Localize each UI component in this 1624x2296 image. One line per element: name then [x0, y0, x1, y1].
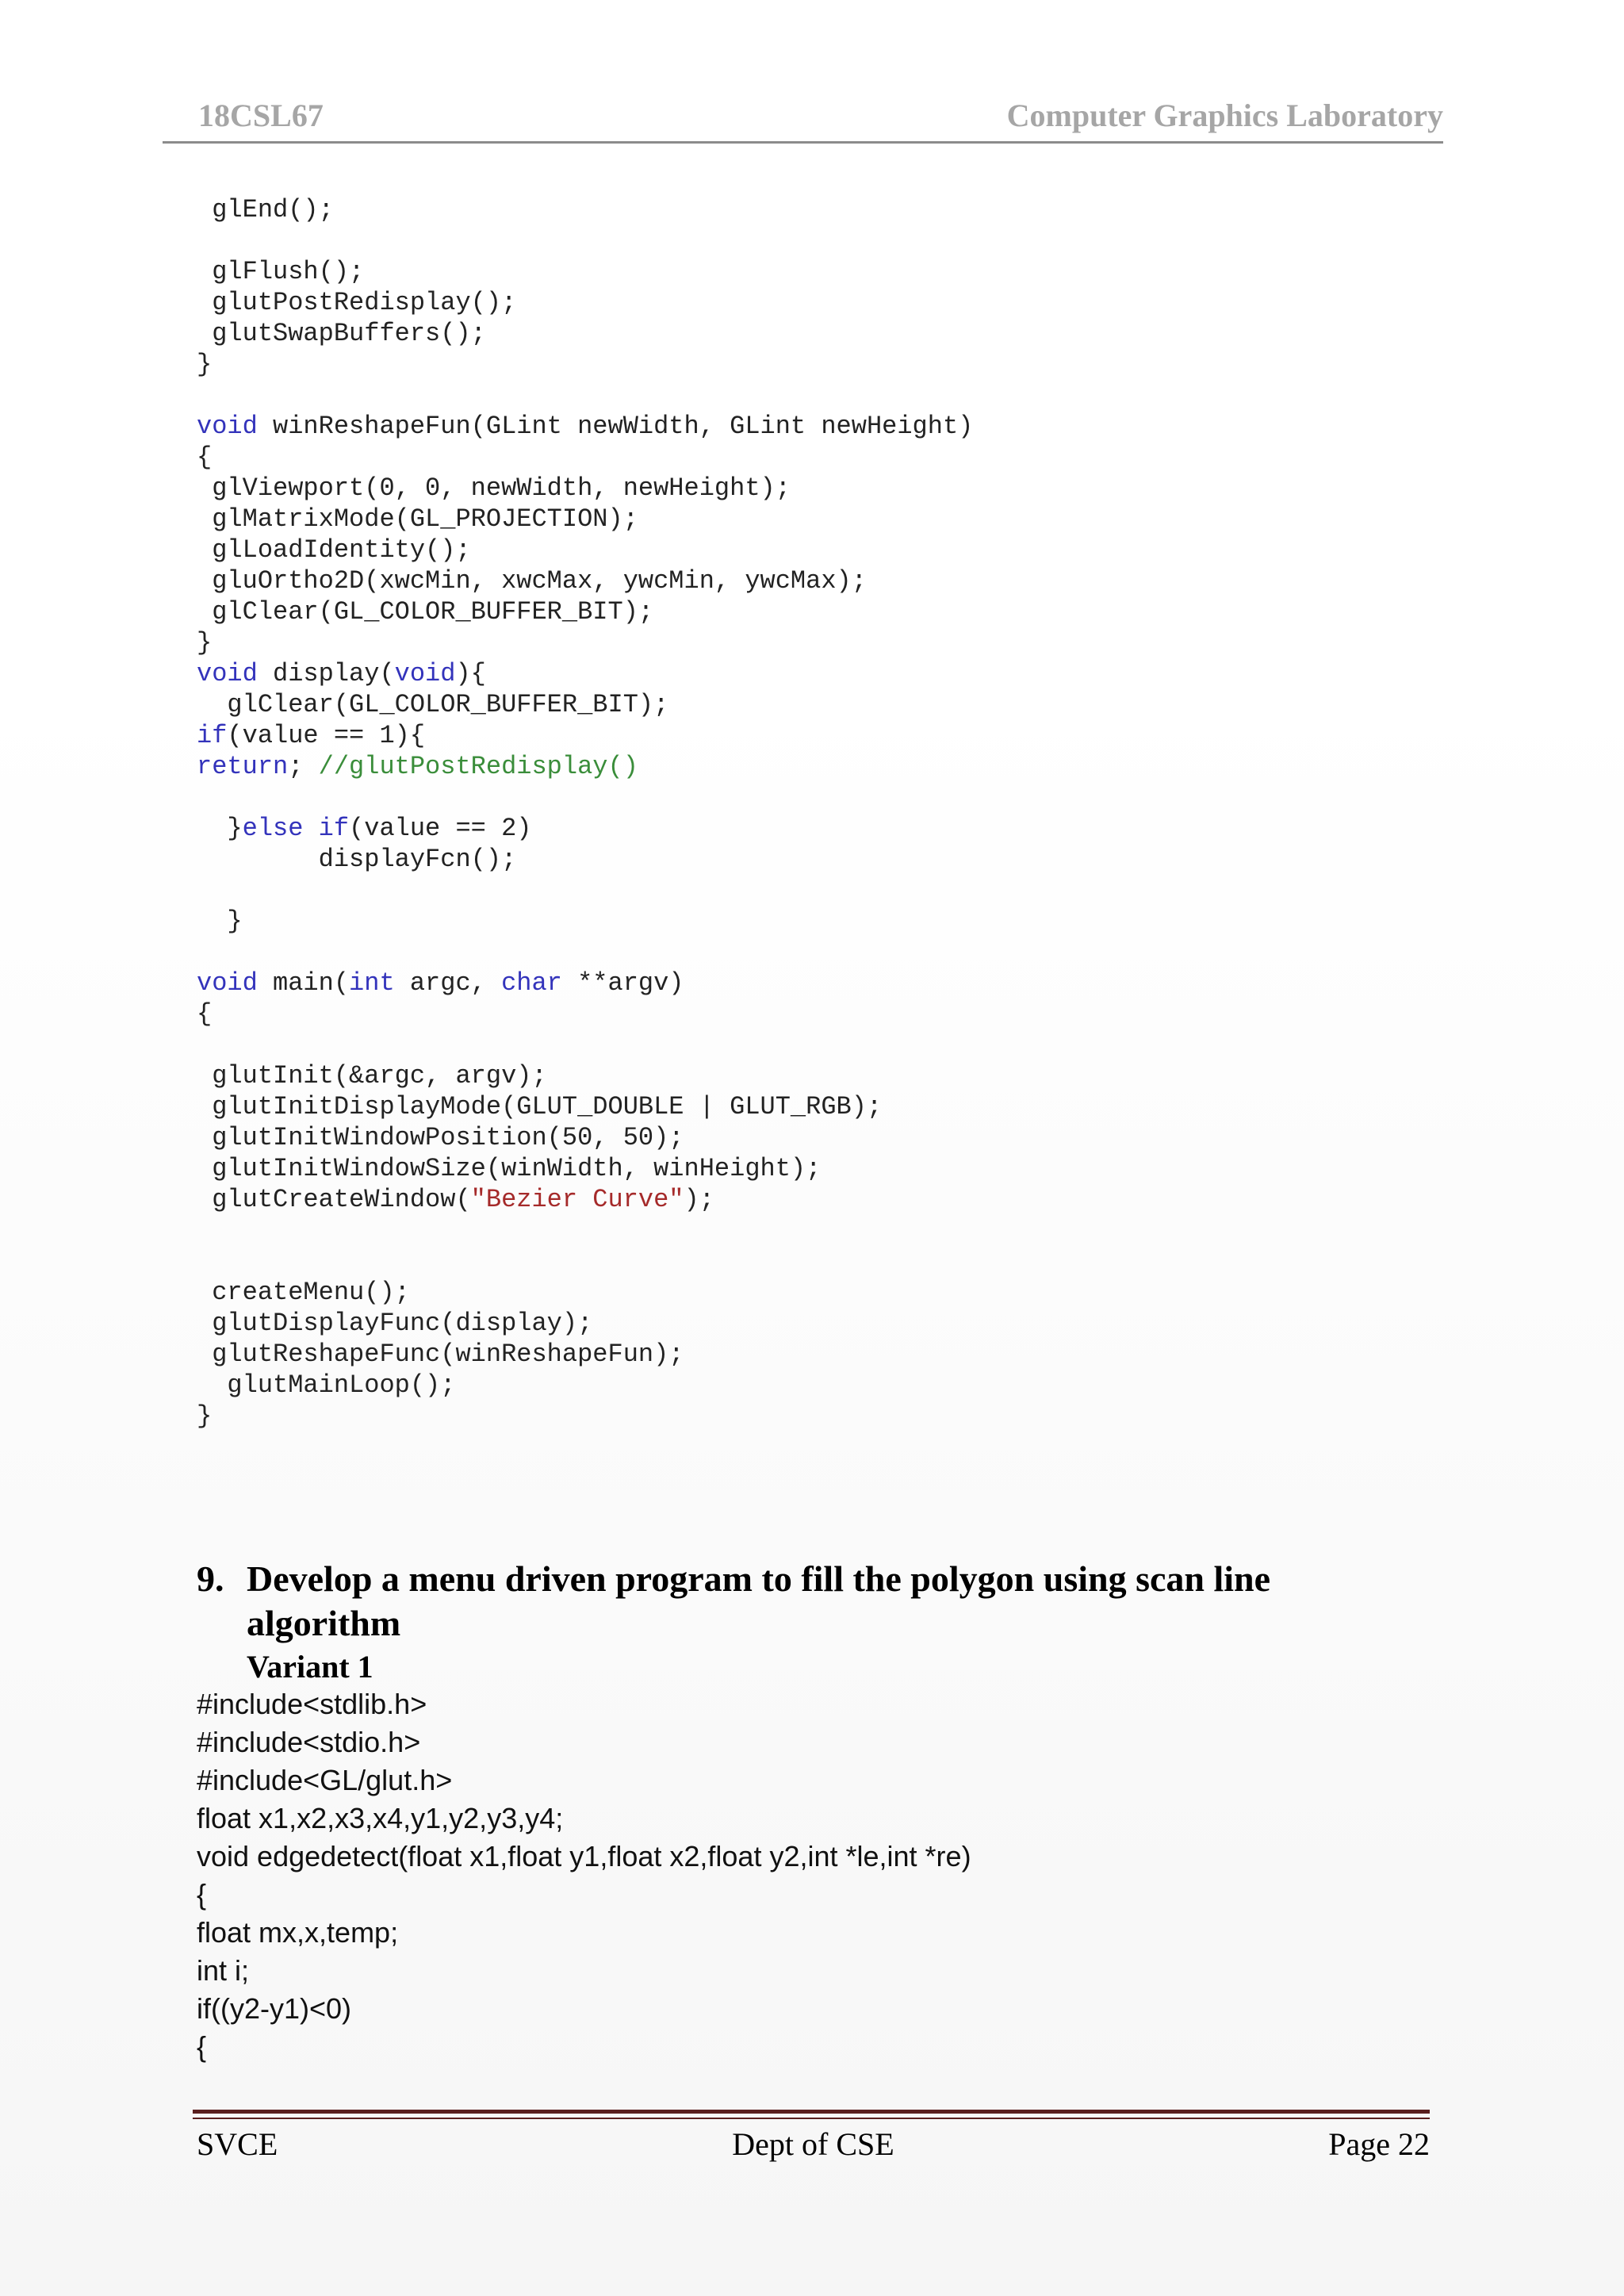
section-number: 9.: [197, 1558, 224, 1599]
code-line: {: [197, 2030, 207, 2063]
code-line: }: [197, 1401, 213, 1431]
page-header: [163, 0, 1443, 147]
section-title: Develop a menu driven program to fill the polygon using scan line algorithm: [247, 1558, 1271, 1643]
code-line: createMenu();: [197, 1278, 410, 1307]
code-line: glutReshapeFunc(winReshapeFun);: [197, 1340, 684, 1369]
code-line: glutPostRedisplay();: [197, 288, 517, 317]
code-line: [197, 782, 973, 813]
code-line: glutInitDisplayMode(GLUT_DOUBLE | GLUT_RGB);: [197, 1092, 883, 1121]
code-line: [197, 937, 973, 968]
code-line: [197, 380, 973, 411]
variant-label: Variant 1: [247, 1649, 373, 1685]
code-line: [197, 1246, 973, 1277]
code-line: displayFcn();: [197, 845, 517, 874]
code-line: [197, 1029, 973, 1060]
footer-institution: SVCE: [197, 2126, 278, 2162]
code-line: void main(int argc, char **argv): [197, 968, 684, 998]
code-line: #include<GL/glut.h>: [197, 1764, 453, 1796]
code-line: glutDisplayFunc(display);: [197, 1309, 593, 1338]
code-line: int i;: [197, 1954, 250, 1987]
code-line: void winReshapeFun(GLint newWidth, GLint newHeight): [197, 412, 974, 441]
code-line: }: [197, 628, 213, 657]
code-line: }else if(value == 2): [197, 814, 532, 843]
code-line: {: [197, 1878, 207, 1911]
footer-page-number: Page 22: [1328, 2126, 1430, 2162]
code-listing-bezier: [197, 194, 973, 1432]
code-line: glEnd();: [197, 195, 334, 224]
code-line: glMatrixMode(GL_PROJECTION);: [197, 504, 638, 534]
course-title: Computer Graphics Laboratory: [1006, 98, 1443, 133]
code-line: if(value == 1){: [197, 721, 426, 750]
footer-department: Dept of CSE: [732, 2126, 894, 2162]
code-line: glutMainLoop();: [197, 1370, 456, 1400]
code-line: float x1,x2,x3,x4,y1,y2,y3,y4;: [197, 1802, 564, 1834]
code-line: [197, 875, 973, 906]
page-footer: [197, 2125, 1430, 2173]
header-rule: [163, 141, 1443, 144]
code-line: glLoadIdentity();: [197, 535, 471, 565]
code-line: [197, 1215, 973, 1246]
code-line: glFlush();: [197, 257, 365, 286]
code-line: }: [197, 907, 243, 936]
code-line: #include<stdlib.h>: [197, 1688, 427, 1720]
course-code: 18CSL67: [198, 98, 324, 133]
code-line: gluOrtho2D(xwcMin, xwcMax, ywcMin, ywcMax);: [197, 566, 867, 596]
code-line: glClear(GL_COLOR_BUFFER_BIT);: [197, 597, 654, 627]
code-line: glutSwapBuffers();: [197, 319, 486, 348]
code-line: glutInitWindowPosition(50, 50);: [197, 1123, 684, 1152]
code-line: glutCreateWindow("Bezier Curve");: [197, 1185, 714, 1214]
code-line: }: [197, 350, 213, 379]
code-line: glClear(GL_COLOR_BUFFER_BIT);: [197, 690, 669, 719]
code-line: #include<stdio.h>: [197, 1726, 421, 1758]
code-line: void edgedetect(float x1,float y1,float x2,float y2,int *le,int *re): [197, 1840, 971, 1872]
code-line: float mx,x,temp;: [197, 1916, 399, 1949]
code-line: glutInitWindowSize(winWidth, winHeight);: [197, 1154, 822, 1183]
footer-rule-thick: [193, 2110, 1430, 2114]
code-listing-scanline: [197, 1685, 971, 2066]
code-line: {: [197, 999, 213, 1029]
footer-rule-thin: [193, 2118, 1430, 2119]
code-line: void display(void){: [197, 659, 486, 688]
code-line: if((y2-y1)<0): [197, 1992, 352, 2025]
code-line: {: [197, 443, 213, 472]
code-line: glViewport(0, 0, newWidth, newHeight);: [197, 473, 791, 503]
code-line: return; //glutPostRedisplay(): [197, 752, 638, 781]
code-line: [197, 225, 973, 256]
code-line: glutInit(&argc, argv);: [197, 1061, 547, 1091]
